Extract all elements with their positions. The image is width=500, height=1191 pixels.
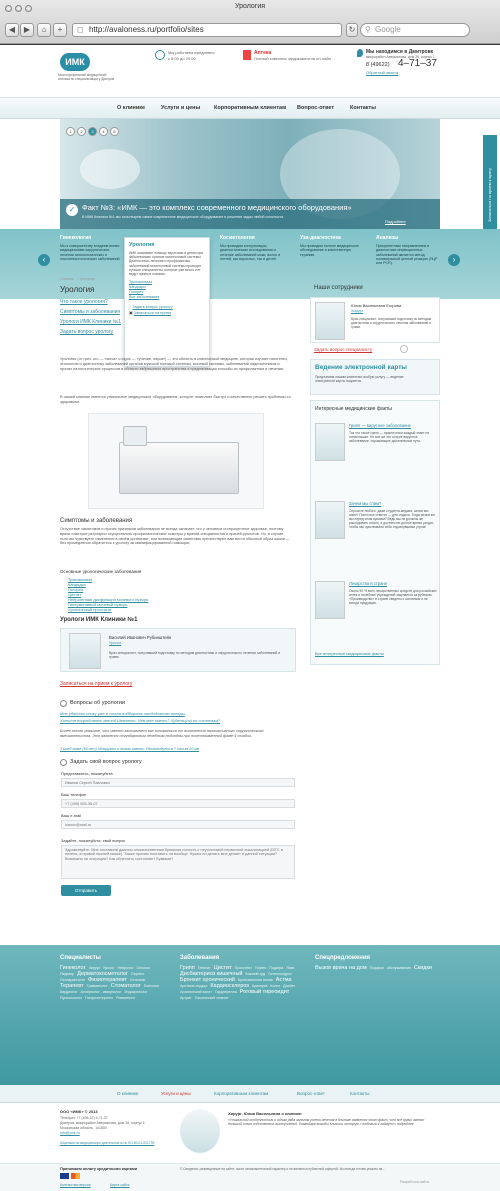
fact-text: Так что такое грипп — практически каждый знает не понаслышке. Но все же это острое вирусное заболевание, поражающее дыхательные пути. [349, 431, 430, 443]
surgeon-photo [180, 1109, 220, 1153]
window-title: Урология [234, 3, 266, 10]
facts-all-link[interactable]: Все интересные медицинские факты [315, 651, 384, 656]
footer-tag[interactable]: Гинеколог [60, 965, 86, 971]
hero-caption-bar [60, 199, 440, 229]
page-icon: ◻ [77, 25, 84, 34]
page-title: Урология [60, 285, 95, 294]
page [0, 45, 500, 1191]
footer-phone: Телефон: +7 (496-22) 4-71-37 [60, 1116, 108, 1120]
footer-tag[interactable]: Хирург [88, 966, 101, 970]
band-text: Мы проводим консультации, диагностические исследования и лечение заболеваний кожи, волос и ногтей, как взрослых, так и детей. [220, 244, 281, 261]
copyright: ООО «ИМК» © 2013 [60, 1109, 98, 1114]
pharmacy-icon [243, 50, 251, 60]
faq-question-1[interactable]: Мне удалить почку уже я стала подбирать кандидозного плевры [60, 711, 185, 716]
diseases-list [68, 577, 268, 612]
footer-tag[interactable]: Кардиосклероз [210, 983, 249, 989]
symptoms-title: Симптомы и заболевания [60, 518, 133, 524]
toc-link[interactable]: Симптомы и заболевания [60, 309, 121, 315]
footer-links [0, 945, 500, 1085]
breadcrumb[interactable]: Главная → Урология [60, 277, 95, 281]
band-title: Гинекология [60, 235, 92, 241]
footer-tag[interactable]: Гастроэнтеролог [85, 996, 114, 1000]
hero-page-2[interactable]: 2 [77, 127, 86, 136]
hero-banner [60, 119, 440, 229]
dropdown-link[interactable]: Трихомониаз [129, 280, 153, 285]
nav-about[interactable]: О клинике [117, 105, 146, 111]
doctor-desc: Врач-специалист, получивший подготовку по методам диагностики и хирургического лечения заболеваний и травм. [109, 651, 281, 660]
band-text: Мы к совершенству владеем всеми медицинскими хирургических лечения гинекологических и онкогинекологических заболеваний. [60, 244, 121, 261]
footer-tag[interactable]: обслуживание [386, 966, 411, 970]
submit-button[interactable]: Отправить [61, 885, 111, 896]
footer-tag[interactable]: Цистит [213, 965, 232, 971]
doctor-role[interactable]: Уролог [109, 641, 122, 645]
location-address: микрорайон Аверьянова, дом 26, корпус 1 [366, 55, 435, 59]
location-pin-icon [357, 49, 363, 57]
footer-tag[interactable]: Отоларинголог [60, 978, 86, 982]
facts-panel [310, 400, 440, 665]
footer-address: Дмитров, микрорайон Аверьянова, дом 26, корпус 1 [60, 1121, 145, 1125]
toc-link[interactable]: Что такое урология? [60, 299, 108, 305]
dropdown-link[interactable]: Все заболевания [129, 295, 160, 300]
footer-tag[interactable]: Дерматокосметолог [77, 971, 128, 977]
site-header [0, 45, 500, 95]
email-label: Ваш e-mail [61, 813, 82, 818]
phone-input[interactable] [61, 799, 295, 808]
search-icon: ⚲ [365, 25, 371, 34]
developer-link[interactable]: Разработка сайта [400, 1180, 429, 1184]
name-label: Представьтесь, пожалуйста [61, 771, 113, 776]
question-icon: ◌ [129, 305, 133, 310]
band-col-gynecology[interactable] [60, 235, 122, 261]
disease-link[interactable]: Нейрогенная дисфункция мочевого пузыря [68, 597, 149, 602]
footer-diseases [180, 955, 305, 1001]
calendar-icon: ▣ [129, 311, 134, 316]
fact-text: Около 90 % всех лекарственных средств для российских аптек и лечебных учреждений закупается за рубежом. «Производство» в стране сведено к основным и не всегда продукция. [349, 589, 437, 605]
bottom-nav-about[interactable]: О клинике [117, 1091, 139, 1096]
hero-more-link[interactable]: Подробнее [385, 219, 406, 224]
question-textarea[interactable] [61, 845, 295, 879]
ecard-text: Предлагаем нашим клиентам особую услугу — ведение электронной карты пациента. [315, 375, 404, 384]
disease-link[interactable]: Кандидоз [68, 582, 86, 587]
band-col-cosmetology[interactable] [220, 235, 282, 261]
staff-title: Наши сотрудники [314, 285, 363, 291]
offers-list [315, 965, 440, 971]
footer-tag[interactable]: Токсический гепатит [194, 996, 229, 1000]
staff-photo [315, 302, 345, 340]
bottom-nav-services[interactable]: Услуги и цены [161, 1091, 191, 1096]
footer-tag[interactable]: Грипп [180, 965, 195, 971]
fact-image [315, 423, 345, 461]
url-input[interactable] [72, 23, 342, 37]
site-version-link[interactable]: Контактная версия [60, 1183, 91, 1187]
footer-offers [315, 955, 440, 971]
home-icon[interactable]: ⌂ [37, 23, 51, 37]
bottom-info [0, 1103, 500, 1163]
clock-icon [155, 50, 165, 60]
footer-license[interactable]: Лицензия на медицинскую деятельность № ЛО-50-01-001739 [60, 1141, 155, 1145]
callback-link[interactable]: Обратный звонок [366, 70, 399, 75]
bottom-bar [0, 1163, 500, 1191]
footer-tag[interactable]: Кардиолог [60, 990, 78, 994]
quote-text: «Уникальной особенностью и одним ряда залогом успеха лечения в Клинике является этот факт, что все врачи имеют большой опыт собственных выступлений, благодаря выгоды Клиники, которую с любовью я займусь!» подробнее [228, 1118, 425, 1127]
hero-caption: Факт №3: «ИМК — это комплекс современного медицинского оборудования» [82, 203, 352, 212]
footer-tag[interactable]: Хронический колит [180, 990, 212, 994]
mastercard-icon [71, 1173, 80, 1179]
logo-subtitle: Многопрофильный медицинский клиника по специализации у Дмитров [58, 73, 115, 81]
nav-contacts[interactable]: Контакты [350, 105, 376, 111]
hero-page-1[interactable]: 1 [66, 127, 75, 136]
band-text: Мы проводим полное медицинское обследование и качественную терапию. [300, 244, 359, 257]
specialists-list [60, 965, 170, 1001]
footer-tag[interactable]: Физиотерапевт [88, 977, 127, 983]
book-urologist-link[interactable]: Записаться на прием к урологу [60, 681, 133, 687]
staff-desc: Врач-специалист, получивший подготовку по методам диагностики и хирургического лечения заболеваний и травм. [351, 317, 432, 329]
hours-value: с 8:00 до 20:00 [168, 56, 196, 61]
intro-paragraph: Урология (от греч. uro — «моча» и logos — «учение, наука») — это область в клинической медицине, которая изучает патогенез, этиологию и диагностику заболеваний органов мужской половой системы, мочевой системы, заболеваний надпочечников и прочих патологических процессов в области забрюшного пространства и предлагающая способы их профилактики и лечения. [60, 357, 288, 371]
staff-next-icon[interactable] [400, 345, 408, 353]
hero-page-3[interactable]: 3 [88, 127, 97, 136]
ecard-banner[interactable] [310, 359, 440, 395]
footer-tag[interactable]: Уролог [103, 966, 115, 970]
search-placeholder: Google [375, 25, 401, 34]
footer-tag[interactable]: Астма [275, 977, 292, 983]
footer-tag[interactable]: Остеопат [129, 978, 146, 982]
footer-tag[interactable]: Травматолог [86, 984, 108, 988]
footer-tag[interactable]: Колит [270, 984, 281, 988]
main-nav [0, 97, 500, 119]
footer-tag[interactable]: Гепатит [197, 966, 211, 970]
bottom-nav-faq[interactable]: Вопрос-ответ [297, 1091, 325, 1096]
band-next-arrow-icon[interactable]: › [448, 254, 460, 266]
footer-tag[interactable]: Аритмия сердца [180, 984, 208, 988]
footer-tag[interactable]: Подарки [369, 966, 384, 970]
staff-role[interactable]: Хирург [351, 309, 364, 313]
equipment-device [119, 442, 239, 494]
footer-tag[interactable]: Кожный зуд [245, 972, 265, 976]
footer-tag[interactable]: Пульмонолог [60, 996, 83, 1000]
footer-region: Московская область, 141800 [60, 1126, 107, 1130]
faq-more[interactable]: 3 моей маме (56 лет) обнаружен в почках камень. Рекомендуется ? Чем за 20 мм [60, 747, 200, 751]
band-col-ultrasound[interactable] [300, 235, 362, 257]
toc-link[interactable]: Задать вопрос урологу [60, 329, 114, 335]
staff-name: Юлия Васильевна Егорова [351, 303, 402, 308]
dropdown-title: Урология [129, 242, 155, 248]
diseases-tags [180, 965, 305, 1001]
fact-title[interactable]: Зачем мы спим? [349, 501, 382, 506]
fact-title[interactable]: Грипп — вирусное заболевание [349, 423, 412, 428]
browser-chrome [0, 0, 500, 44]
dropdown-ask-link[interactable]: Задать вопрос урологу [132, 305, 173, 310]
band-title: Косметология [220, 235, 255, 241]
cards-title: Принимаем оплату кредитными картами [60, 1167, 138, 1171]
footer-email[interactable]: info@ymk.ru [60, 1131, 80, 1135]
footer-tag[interactable]: Терапевт [60, 983, 84, 989]
dropdown-link[interactable]: Гонорея [129, 290, 144, 295]
footer-tag[interactable]: Роговый тиреоидит [239, 989, 290, 995]
footer-tag[interactable]: Эндокринолог [124, 990, 148, 994]
footer-tag[interactable]: Невролог [117, 966, 134, 970]
ask-question-icon [60, 759, 67, 766]
equipment-probe [123, 426, 147, 446]
faq-icon [60, 700, 67, 707]
footer-tag[interactable]: Подагра [269, 966, 284, 970]
bottom-nav [0, 1085, 500, 1103]
footer-tag[interactable]: Вызов врача на дом [315, 965, 367, 971]
bottom-nav-contacts[interactable]: Контакты [350, 1091, 370, 1096]
bottom-nav-corporate[interactable]: Корпоративным клиентам [214, 1091, 269, 1096]
dropdown-book-link[interactable]: Записаться на прием [133, 311, 172, 316]
footer-tag[interactable]: Герпес [254, 966, 267, 970]
band-text: Приоритетным направлением в диагностике инфекционных заболеваний является метод полимеразной цепной реакции (ПЦР или PCR). [376, 244, 438, 266]
footer-col-title: Заболевания [180, 955, 220, 961]
disclaimer: © Сведения, размещенные на сайте, носят ознакомительный характер и не являются публичной офертой. Мы всегда готовы указать на... [180, 1167, 385, 1171]
disease-link[interactable]: Цистит [68, 592, 82, 597]
url-text: http://avaloness.ru/portfolio/sites [89, 25, 204, 34]
band-title: Анализы [376, 235, 399, 241]
symptoms-paragraph: Отсутствие симптомов и прочих признаков заболевания не всегда означает, что у человека стопроцентное здоровье, поэтому врачи советуют регулярно осуществлять профилактические осмотры у врачей-специалистов и врачей-урологов. Но, в случае, если вы чувствуете изменения в своём организме, или возникающие симптомы препятствуют вам вести обычный образ жизни — без промедления обратитесь к урологу за квалифицированной помощью. [60, 527, 290, 546]
pharmacy-link[interactable]: Аптека [254, 50, 272, 56]
doctor-photo [69, 633, 101, 669]
footer-specialists [60, 955, 170, 1001]
doctor-card [60, 628, 296, 672]
pharmacy-sub: Полный комплекс медикаментов он-лайн [254, 56, 331, 61]
footer-col-title: Специалисты [60, 955, 101, 961]
dropdown-text: ИМК оказывает помощь взрослым и детям при заболеваниях органов мочеполовой системы. Диагностика, лечение и профилактика заболеваний мочеполовой системы проводят лучшие специалисты, которые уже много лет ведут прием в клинике. [129, 251, 204, 277]
email-input[interactable] [61, 820, 295, 829]
content-toc [60, 297, 160, 337]
phone-code: 8 (49622) [366, 62, 390, 68]
band-prev-arrow-icon[interactable]: ‹ [38, 254, 50, 266]
visa-icon [60, 1173, 69, 1179]
footer-tag[interactable]: Педиатр [60, 972, 75, 976]
fact-title[interactable]: Лекарства в стране [349, 581, 388, 586]
phone-number: 4–71–37 [398, 58, 437, 69]
disease-link[interactable]: Трихомониаз [68, 577, 93, 582]
hero-caption-sub: В ИМК Клиника №1 мы используем самое современное медицинское оборудование в решении задач любой сложности. [82, 215, 285, 219]
footer-tag[interactable]: Скидки [413, 965, 432, 971]
footer-tag[interactable]: Бронхит хронический [180, 977, 235, 983]
check-icon: ✓ [66, 204, 78, 216]
footer-tag[interactable]: Артрит [180, 996, 192, 1000]
nav-faq[interactable]: Вопрос-ответ [297, 105, 335, 111]
question-label: Задайте, пожалуйста, свой вопрос [61, 838, 126, 843]
footer-tag[interactable]: Язва [286, 966, 295, 970]
hero-image-equipment [80, 149, 140, 189]
footer-tag[interactable]: Простатит [234, 966, 252, 970]
nav-corporate[interactable]: Корпоративным клиентам [214, 105, 287, 111]
fact-image [315, 581, 345, 619]
fact-image [315, 501, 345, 539]
disease-link[interactable]: Гонорея [68, 587, 84, 592]
faq-question-2[interactable]: Хотите попробовать метод Шевченко. Чем мне иметь? Худеть(ся) по системам? [60, 718, 221, 723]
band-title: Узи-диагностика [300, 235, 341, 241]
footer-tag[interactable]: Психолог [143, 984, 160, 988]
hero-page-4[interactable]: 4 [99, 127, 108, 136]
hours-title: Мы работаем ежедневно [168, 50, 215, 55]
name-input[interactable] [61, 778, 295, 787]
staff-ask-link[interactable]: Задать вопрос специалисту [314, 347, 373, 352]
hero-page-5[interactable]: 5 [110, 127, 119, 136]
site-logo[interactable]: ИМК [60, 53, 90, 71]
footer-tag[interactable]: Стоматолог [110, 983, 141, 989]
toc-link[interactable]: Урологи ИМК Клиники №1 [60, 319, 121, 325]
band-col-analysis[interactable] [376, 235, 438, 265]
disease-link[interactable]: Гиперактивный мочевой пузырь [68, 602, 128, 607]
footer-tag[interactable]: Краснуха [251, 984, 268, 988]
search-input[interactable] [360, 23, 470, 37]
nav-services[interactable]: Услуги и цены [161, 105, 201, 111]
staff-card [310, 297, 440, 343]
ask-title: Задать свой вопрос урологу [70, 759, 142, 765]
sitemap-link[interactable]: Карта сайта [110, 1183, 130, 1187]
footer-tag[interactable]: Гарднерелла [214, 990, 237, 994]
back-button[interactable]: ◀ [5, 23, 19, 37]
ecard-title: Ведение электронной карты [315, 364, 407, 371]
side-appointment-tab[interactable]: Записаться на прием к врачу [483, 135, 497, 255]
footer-tag[interactable]: Остеохондроз [267, 972, 292, 976]
facts-title: Интересные медицинские факты [315, 406, 392, 412]
disease-link[interactable]: Хронический простатит [68, 607, 112, 612]
footer-tag[interactable]: Аллерголог - иммунолог [80, 990, 122, 994]
footer-tag[interactable]: Бронхиальная астма [237, 978, 273, 982]
faq-title: Вопросы об урологии [70, 700, 125, 706]
footer-tag[interactable]: Ревматолог [116, 996, 136, 1000]
faq-answer: Более точно укажите, что именно заставляет вас отказаться от выполнения паллиативного хирургического вмешательства. Это является стандартным лечебным подходом при почечнокаменной фаме 4 стадии. [60, 729, 264, 738]
equipment-image [88, 413, 264, 509]
diseases-title: Основные урологические заболевания [60, 569, 142, 574]
footer-tag[interactable]: Окулист [130, 972, 145, 976]
footer-tag[interactable]: Онколог [136, 966, 151, 970]
footer-tag[interactable]: Диабет [283, 984, 296, 988]
dropdown-link[interactable]: Кандидоз [129, 285, 146, 290]
urologists-title: Урологи ИМК Клиники №1 [60, 617, 138, 623]
doctor-name: Василий Иванович Рубинштейн [109, 635, 172, 640]
location-title: Мы находимся в Дмитрове [366, 49, 434, 55]
intro-paragraph-2: В нашей клинике имеется уникальное медицинское оборудование, которое позволяет быстро и качественно решить проблемы со здоровьем. [60, 395, 291, 404]
footer-tag[interactable]: Дисбактериоз кишечный [180, 971, 243, 977]
fact-text: Спросите любого, даже студента-медика, зачем мы спим? Почти все ответят — для отдыха. Тогда зачем же мы перед сном кушаем? Ведь мы не должны же расходовать ночью, и достаточно долгое время уходит, чтобы мы чувствовали себя отдохнувшими утром! [349, 509, 435, 529]
reload-icon[interactable]: ↻ [346, 23, 358, 37]
add-bookmark-button[interactable]: + [53, 23, 67, 37]
phone-label: Ваш телефон [61, 792, 87, 797]
forward-button[interactable]: ▶ [20, 23, 34, 37]
quote-author: Хирург, Юлия Васильевна о клинике: [228, 1111, 303, 1116]
footer-col-title: Спецпредложения [315, 955, 371, 961]
